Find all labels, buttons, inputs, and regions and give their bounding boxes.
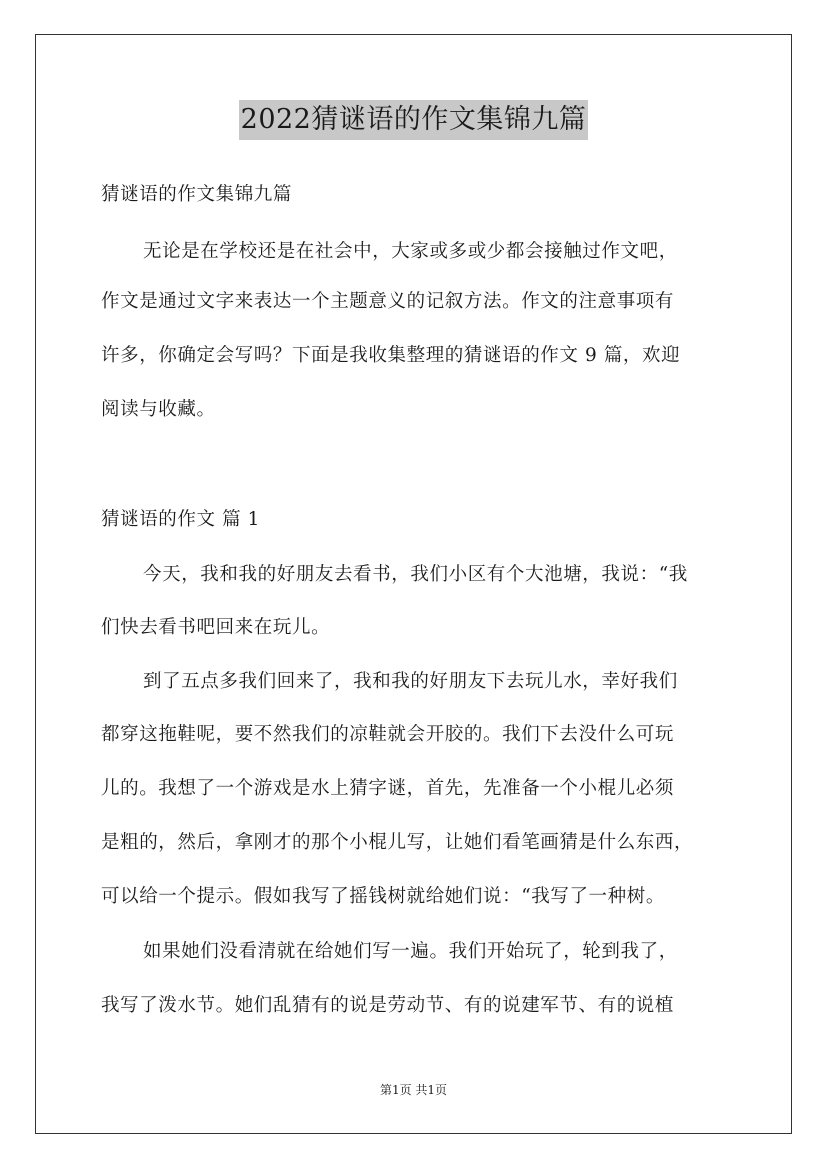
body-paragraph-line: 今天，我和我的好朋友去看书，我们小区有个大池塘，我说：“我 — [143, 564, 688, 585]
body-paragraph-line: 是粗的，然后，拿刚才的那个小棍儿写，让她们看笔画猜是什么东西， — [101, 832, 694, 853]
intro-paragraph-line: 无论是在学校还是在社会中，大家或多或少都会接触过作文吧， — [143, 241, 678, 262]
document-title: 2022猜谜语的作文集锦九篇 — [239, 100, 589, 140]
intro-paragraph-line: 阅读与收藏。 — [101, 399, 216, 420]
body-paragraph-line: 都穿这拖鞋呢，要不然我们的凉鞋就会开胶的。我们下去没什么可玩 — [101, 724, 675, 745]
section-heading: 猜谜语的作文 篇 1 — [101, 509, 261, 530]
body-paragraph-line: 我写了泼水节。她们乱猜有的说是劳动节、有的说建军节、有的说植 — [101, 995, 675, 1016]
title-container — [0, 100, 827, 140]
body-paragraph-line: 可以给一个提示。假如我写了摇钱树就给她们说：“我写了一种树。 — [101, 886, 665, 907]
intro-paragraph-line: 作文是通过文字来表达一个主题意义的记叙方法。作文的注意事项有 — [101, 291, 675, 312]
body-paragraph-line: 到了五点多我们回来了，我和我的好朋友下去玩儿水，幸好我们 — [143, 671, 678, 692]
body-paragraph-line: 如果她们没看清就在给她们写一遍。我们开始玩了，轮到我了， — [143, 941, 678, 962]
body-paragraph-line: 们快去看书吧回来在玩儿。 — [101, 617, 331, 638]
page-footer: 第1页 共1页 — [379, 1083, 448, 1097]
document-subtitle: 猜谜语的作文集锦九篇 — [101, 184, 293, 205]
body-paragraph-line: 儿的。我想了一个游戏是水上猜字谜，首先，先准备一个小棍儿必须 — [101, 778, 675, 799]
intro-paragraph-line: 许多，你确定会写吗？下面是我收集整理的猜谜语的作文 9 篇，欢迎 — [101, 345, 681, 366]
